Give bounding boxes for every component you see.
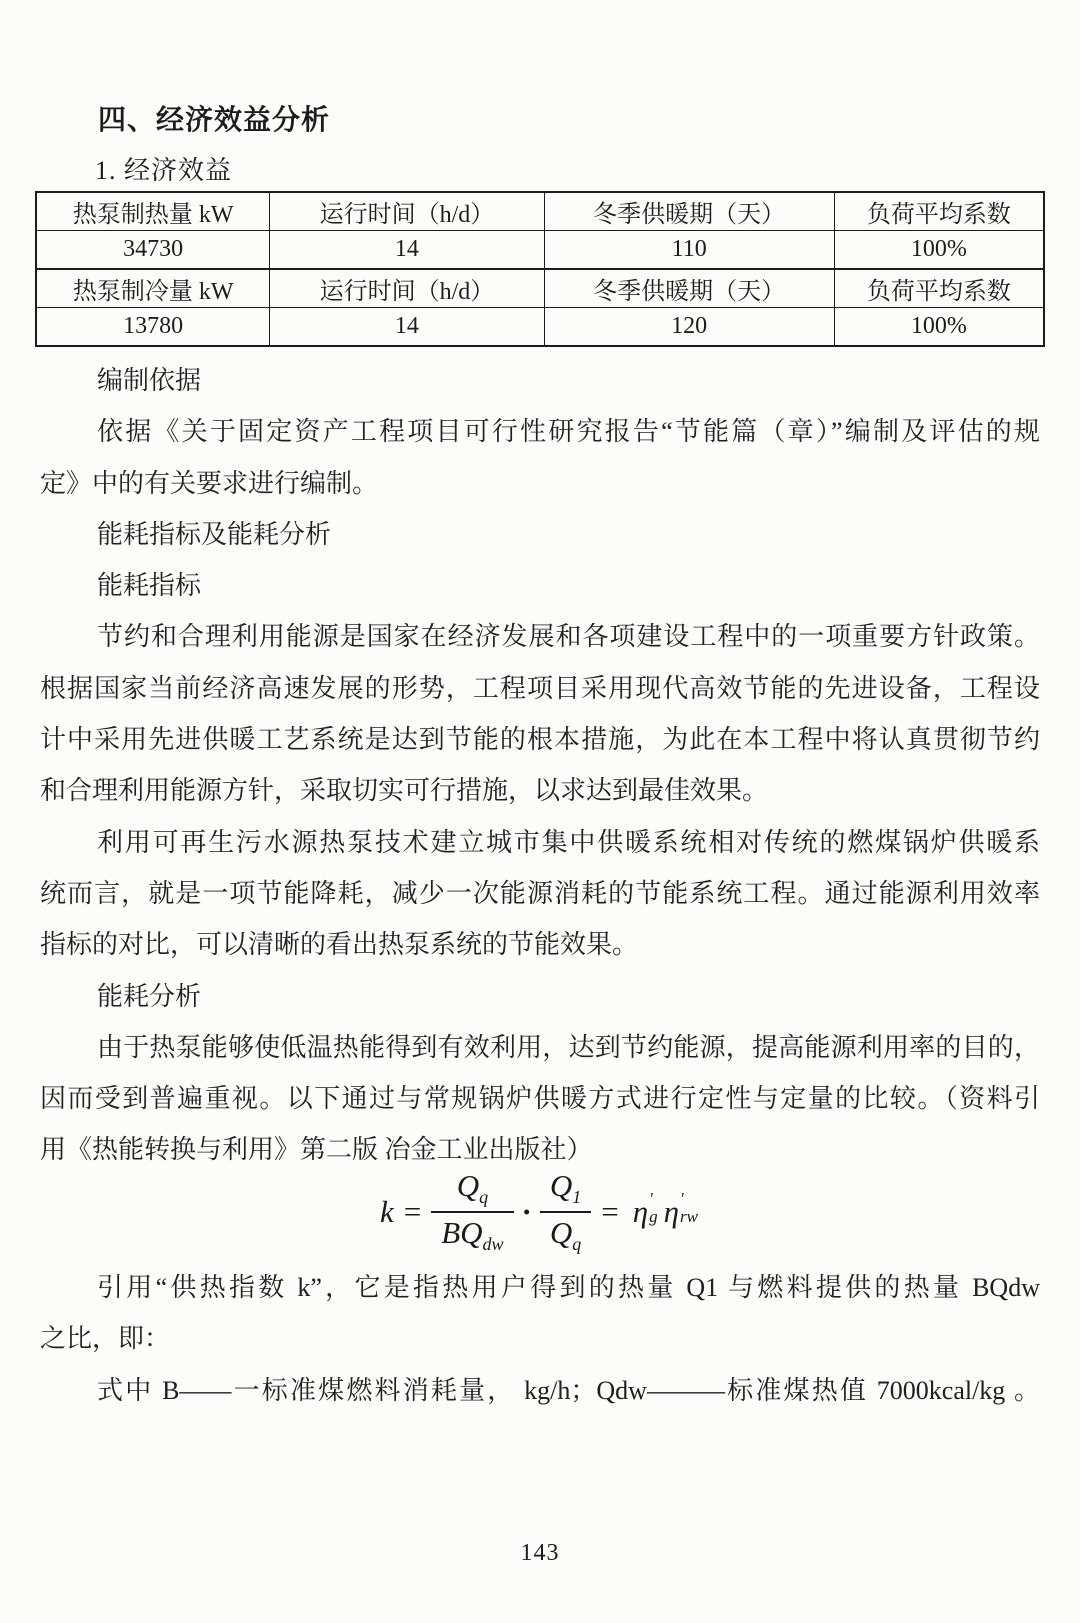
formula-expression — [380, 1169, 700, 1255]
text-line: 利用可再生污水源热泵技术建立城市集中供暖系统相对传统的燃煤锅炉供暖系 — [97, 827, 1040, 857]
fraction-denominator: $Q_q$ — [540, 1211, 591, 1255]
text-line: 能耗分析 — [97, 981, 202, 1011]
formula-eta-rw: η ′ rw — [663, 1189, 699, 1229]
text-line: 由于热泵能够使低温热能得到有效利用，达到节约能源，提高能源利用率的目的， — [97, 1032, 1040, 1062]
table-cell: 14 — [270, 231, 544, 270]
table-cell: 运行时间（h/d） — [270, 269, 544, 308]
table-cell: 负荷平均系数 — [834, 192, 1044, 231]
body-text-block — [40, 1262, 1040, 1416]
table-cell: 14 — [270, 308, 544, 347]
formula-fraction-2 — [540, 1169, 591, 1255]
text-line: 因而受到普遍重视。以下通过与常规锅炉供暖方式进行定性与定量的比较。（资料引 — [40, 1084, 1040, 1114]
table-row — [36, 269, 1044, 308]
table-row — [36, 308, 1044, 347]
table-cell: 100% — [834, 231, 1044, 270]
table-cell: 负荷平均系数 — [834, 269, 1044, 308]
text-line: 指标的对比，可以清晰的看出热泵系统的节能效果。 — [40, 930, 639, 960]
fraction-numerator: $Q_1$ — [549, 1168, 582, 1208]
formula-var-k: k — [379, 1194, 394, 1229]
table-cell: 冬季供暖期（天） — [544, 269, 834, 308]
text-line: 能耗指标及能耗分析 — [97, 519, 332, 549]
heat-index-formula — [0, 1162, 1080, 1262]
body-text-block — [40, 355, 1040, 1176]
page-number: 143 — [520, 1540, 560, 1566]
formula-equals: = — [601, 1194, 619, 1229]
table-row — [36, 192, 1044, 231]
section-title: 四、经济效益分析 — [98, 105, 331, 136]
text-line: 计中采用先进供暖工艺系统是达到节能的根本措施，为此在本工程中将认真贯彻节约 — [40, 725, 1040, 755]
table-cell: 110 — [544, 231, 834, 270]
table-row — [36, 231, 1044, 270]
formula-fraction-1 — [431, 1169, 513, 1255]
table-cell: 34730 — [36, 231, 270, 270]
text-line: 用《热能转换与利用》第二版 冶金工业出版社） — [40, 1135, 593, 1165]
text-line: 编制依据 — [97, 366, 202, 395]
table-cell: 运行时间（h/d） — [270, 192, 544, 231]
text-line: 定》中的有关要求进行编制。 — [40, 468, 379, 498]
text-line: 式中 B——一标准煤燃料消耗量， kg/h；Qdw———标准煤热值 7000kcal/kg 。 — [97, 1375, 1040, 1405]
text-line: 引用“供热指数 k”，它是指热用户得到的热量 Q1 与燃料提供的热量 BQdw — [97, 1273, 1040, 1302]
table-cell: 冬季供暖期（天） — [544, 192, 834, 231]
table-cell: 13780 — [36, 308, 270, 347]
subsection-title: 1. 经济效益 — [95, 156, 233, 185]
table-cell: 热泵制热量 kW — [36, 192, 270, 231]
text-line: 根据国家当前经济高速发展的形势，工程项目采用现代高效节能的先进设备，工程设 — [40, 673, 1040, 703]
text-line: 和合理利用能源方针，采取切实可行措施，以求达到最佳效果。 — [40, 776, 769, 806]
table-cell: 热泵制冷量 kW — [36, 269, 270, 308]
formula-eta-g: η ′ g — [632, 1189, 658, 1229]
text-line: 依据《关于固定资产工程项目可行性研究报告“节能篇（章）”编制及评估的规 — [97, 417, 1040, 447]
text-line: 节约和合理利用能源是国家在经济发展和各项建设工程中的一项重要方针政策。 — [97, 622, 1040, 652]
table-cell: 120 — [544, 308, 834, 347]
text-line: 能耗指标 — [97, 571, 202, 601]
fraction-numerator: $Q_q$ — [456, 1168, 489, 1208]
formula-multiply-dot: · — [521, 1194, 532, 1229]
formula-equals: = — [403, 1194, 422, 1229]
text-line: 之比，即： — [40, 1324, 171, 1354]
text-line: 统而言，就是一项节能降耗，减少一次能源消耗的节能系统工程。通过能源利用效率 — [40, 878, 1040, 908]
fraction-denominator: $BQ_{dw}$ — [431, 1211, 513, 1255]
table-cell: 100% — [834, 308, 1044, 347]
economic-benefit-table — [35, 191, 1045, 347]
